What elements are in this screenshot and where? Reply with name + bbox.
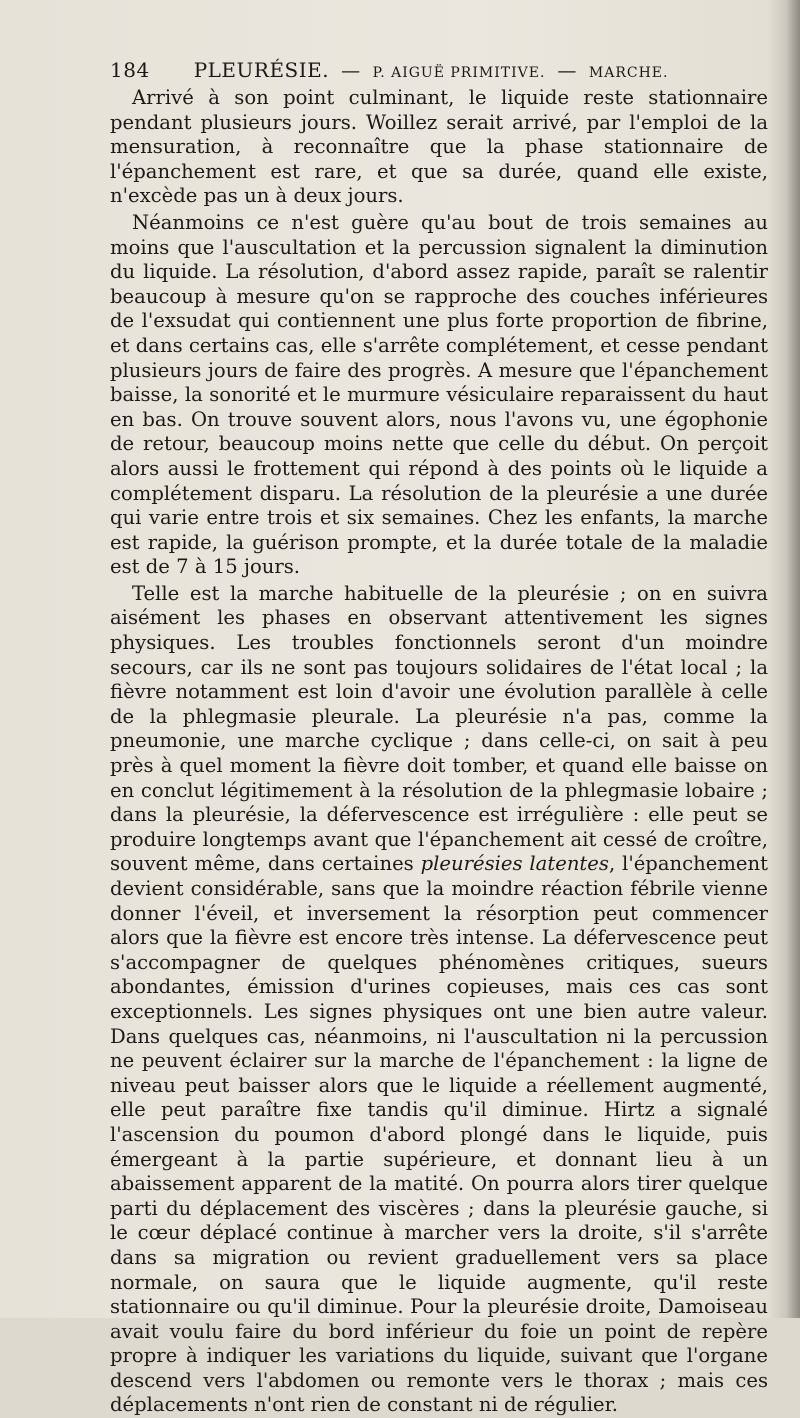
italic-term: pleurésies latentes: [420, 852, 609, 876]
page-edge-shadow: [786, 0, 800, 1318]
paragraph: [110, 582, 768, 1418]
header-separator: —: [341, 60, 361, 82]
header-separator: —: [557, 60, 577, 82]
running-subtitle-topic: MARCHE.: [588, 65, 669, 81]
running-subtitle-section: P. AIGUË PRIMITIVE.: [372, 65, 546, 81]
paragraph-text: , l'épanchement devient considérable, sans que la moindre réaction fébrile vienne donner l'éveil, et inversement la résorption peut commencer alors que la fièvre est encore très intense. La défervescence peut s'accompagner de quelques phénomènes critiques, sueurs abondantes, émission d'urines copieuses, mais ces cas sont exceptionnels. Les signes physiques ont une bien autre valeur. Dans quelques cas, néanmoins, ni l'auscultation ni la percussion ne peuvent éclairer sur la marche de l'épanchement : la ligne de niveau peut baisser alors que le liquide a réellement augmenté, elle peut paraître fixe tandis qu'il diminue. Hirtz a signalé l'ascension du poumon d'abord plongé dans le liquide, puis émergeant à la partie supérieure, et donnant lieu à un abaissement apparent de la matité. On pourra alors tirer quelque parti du déplacement des viscères ; dans la pleurésie gauche, si le cœur déplacé continue à marcher vers la droite, s'il s'arrête dans sa migration ou revient graduellement vers sa place normale, on saura que le liquide augmente, qu'il reste stationnaire ou qu'il diminue. Pour la pleurésie droite, Damoiseau avait voulu faire du bord inférieur du foie un point de repère propre à indiquer les variations du liquide, suivant que l'organe descend vers l'abdomen ou remonte vers le thorax ; mais ces déplacements n'ont rien de constant ni de régulier.: [110, 852, 769, 1417]
page-number: 184: [110, 58, 150, 82]
paragraph: Néanmoins ce n'est guère qu'au bout de trois semaines au moins que l'auscultation et la percussion signalent la diminution du liquide. La résolution, d'abord assez rapide, paraît se ralentir beaucoup à mesure qu'on se rapproche des couches inférieures de l'exsudat qui contiennent une plus forte proportion de fibrine, et dans certains cas, elle s'arrête complétement, et cesse pendant plusieurs jours de faire des progrès. A mesure que l'épanchement baisse, la sonorité et le murmure vésiculaire reparaissent du haut en bas. On trouve souvent alors, nous l'avons vu, une égophonie de retour, beaucoup moins nette que celle du début. On perçoit alors aussi le frottement qui répond à des points où le liquide a complétement disparu. La résolution de la pleurésie a une durée qui varie entre trois et six semaines. Chez les enfants, la marche est rapide, la guérison prompte, et la durée totale de la maladie est de 7 à 15 jours.: [110, 210, 768, 579]
running-title: PLEURÉSIE.: [193, 58, 330, 82]
paragraph-text: Telle est la marche habituelle de la pleurésie ; on en suivra aisément les phases en observant attentivement les signes physiques. Les troubles fonctionnels seront d'un moindre secours, car ils ne sont pas toujours solidaires de l'état local ; la fièvre notamment est loin d'avoir une évolution parallèle à celle de la phlegmasie pleurale. La pleurésie n'a pas, comme la pneumonie, une marche cyclique ; dans celle-ci, on sait à peu près à quel moment la fièvre doit tomber, et quand elle baisse on en conclut légitimement à la résolution de la phlegmasie lobaire ; dans la pleurésie, la défervescence est irrégulière : elle peut se produire longtemps avant que l'épanchement ait cessé de croître, souvent même, dans certaines: [110, 581, 768, 876]
running-header: [110, 58, 770, 82]
body-text: [110, 86, 768, 1418]
paragraph: Arrivé à son point culminant, le liquide reste stationnaire pendant plusieurs jours. Woillez serait arrivé, par l'emploi de la mensuration, à reconnaître que la phase stationnaire de l'épanchement est rare, et que sa durée, quand elle existe, n'excède pas un à deux jours.: [110, 86, 768, 208]
